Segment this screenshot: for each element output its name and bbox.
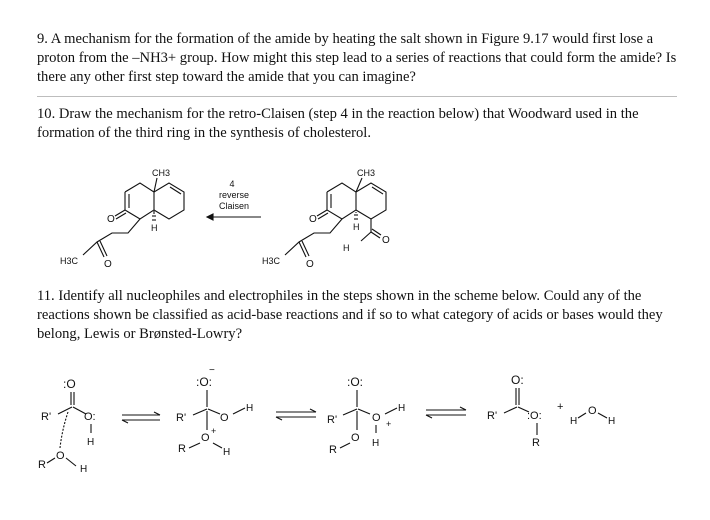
retro-claisen-arrow xyxy=(207,179,261,220)
product-h3c: H3C xyxy=(60,256,79,266)
s4-r: R xyxy=(532,437,540,449)
product-ring-h: H xyxy=(151,223,158,233)
question-11: 11. Identify all nucleophiles and electrophiles in the steps shown in the scheme below. Could any of the reactions shown be classified as acid-base reactions and if so to what category of acids or bases would they belong, Lewis or Brønsted-Lowry? xyxy=(37,288,663,342)
step-number: 4 xyxy=(229,179,235,189)
s1-h: H xyxy=(87,437,95,448)
s1-attacker-r: R xyxy=(38,459,46,471)
s4-plus: + xyxy=(557,401,564,413)
mechanism-step-1 xyxy=(38,377,96,475)
s3-lower-o: O xyxy=(351,432,360,444)
s3-r: R xyxy=(329,444,337,456)
equilibrium-arrow-3 xyxy=(426,407,466,418)
equilibrium-arrow-1 xyxy=(122,412,160,423)
s2-r-prime: R' xyxy=(176,412,187,424)
s4-water-h2: H xyxy=(608,416,616,427)
s3-charge: + xyxy=(386,419,392,429)
s2-top-charge: − xyxy=(209,365,215,376)
reactant-ring-h: H xyxy=(353,222,360,232)
s2-lower-h: H xyxy=(223,447,231,458)
s1-attacker-h: H xyxy=(80,464,88,475)
product-molecule xyxy=(60,168,184,270)
reactant-aldehyde-o: O xyxy=(382,235,390,246)
s1-ring-o: O: xyxy=(84,411,96,423)
mechanism-step-2 xyxy=(176,365,253,458)
s4-water-o: O xyxy=(588,405,597,417)
reactant-h3c: H3C xyxy=(262,256,281,266)
s4-water-h1: H xyxy=(570,416,578,427)
s1-attacker-o: O xyxy=(56,450,65,462)
s2-o: O xyxy=(220,412,229,424)
mechanism-step-3 xyxy=(327,375,405,456)
reactant-aldehyde-h: H xyxy=(343,243,350,253)
s1-carbonyl-o: :O xyxy=(63,377,76,391)
s2-r: R xyxy=(178,443,186,455)
reactant-enone-o: O xyxy=(309,214,317,225)
reactant-ketone-o: O xyxy=(306,259,314,270)
s3-o: O xyxy=(372,412,381,424)
equilibrium-arrow-2 xyxy=(276,409,316,420)
reactant-molecule xyxy=(262,168,390,270)
product-methyl: CH3 xyxy=(152,168,171,178)
step-label-line2: Claisen xyxy=(218,201,250,211)
product-ketone-o: O xyxy=(104,259,112,270)
mechanism-step-4 xyxy=(487,373,615,449)
s3-r-prime: R' xyxy=(327,414,338,426)
s4-o: :O: xyxy=(527,410,542,422)
s2-lower-o: O xyxy=(201,432,210,444)
s4-top-o: O: xyxy=(511,373,524,387)
s2-charge: + xyxy=(211,426,217,436)
product-enone-o: O xyxy=(107,214,115,225)
s1-r-prime: R' xyxy=(41,411,52,423)
step-label-line1: reverse xyxy=(218,190,250,200)
s2-top-o: :O: xyxy=(196,375,213,389)
reactant-methyl: CH3 xyxy=(357,168,376,178)
s4-r-prime: R' xyxy=(487,410,498,422)
question-10: 10. Draw the mechanism for the retro-Claisen (step 4 in the reaction below) that Woodward used in the formation of the third ring in the synthesis of cholesterol. xyxy=(37,106,639,141)
s3-top-o: :O: xyxy=(347,375,364,389)
s2-h: H xyxy=(246,403,254,414)
question-9: 9. A mechanism for the formation of the amide by heating the salt shown in Figure 9.17 would first lose a proton from the –NH3+ group. How might this step lead to a series of reactions that could form the amide? Is there any other first step toward the amide that you can imagine? xyxy=(37,31,677,85)
s3-h: H xyxy=(398,403,406,414)
s3-lower-h: H xyxy=(372,438,380,449)
